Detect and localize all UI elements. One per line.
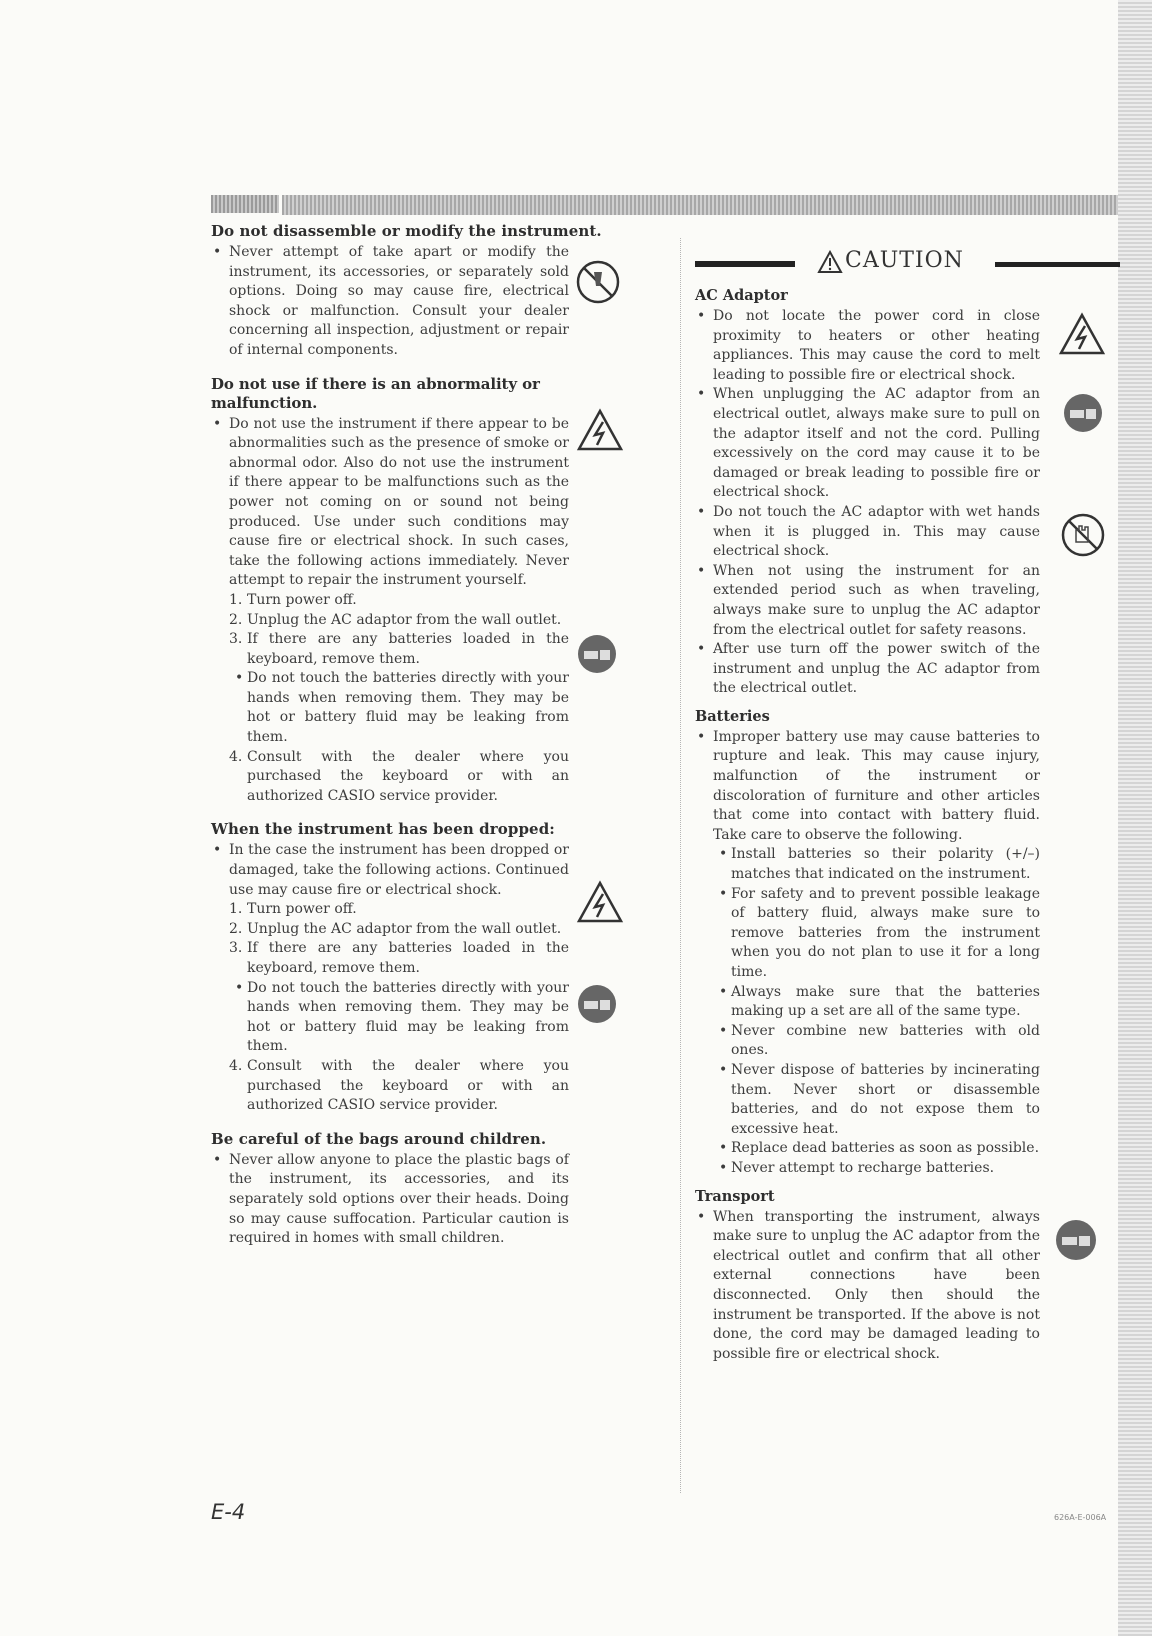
page-number: E-4: [211, 1500, 246, 1524]
electric-shock-warning-icon: [576, 880, 624, 924]
sub-bullet: • Never combine new batteries with old ones.: [719, 1022, 1040, 1059]
section-title-disassemble: Do not disassemble or modify the instrument.: [211, 222, 602, 240]
sub-bullet: • Replace dead batteries as soon as possible.: [719, 1140, 1040, 1157]
warning-triangle-icon: [817, 250, 843, 274]
sub-bullet: • Do not touch the batteries directly with your hands when removing them. They may be hot or battery fluid may be leaking from them.: [235, 670, 569, 746]
sub-bullet: • For safety and to prevent possible leakage of battery fluid, always make sure to remove batteries from the instrument when you do not plan to use it for a long time.: [719, 885, 1040, 980]
section-title-transport: Transport: [695, 1187, 775, 1205]
paragraph: • In the case the instrument has been dropped or damaged, take the following actions. Continued use may cause fire or electrical shock.: [213, 842, 569, 898]
sub-bullet: • Do not touch the batteries directly with your hands when removing them. They may be hot or battery fluid may be leaking from them.: [235, 979, 569, 1055]
unplug-icon: [576, 983, 618, 1025]
list-item: • Do not locate the power cord in close proximity to heaters or other heating appliances. This may cause the cord to melt leading to possible fire or electrical shock.: [697, 308, 1040, 383]
electric-shock-warning-icon: [576, 408, 624, 452]
section-title-bags: Be careful of the bags around children.: [211, 1129, 547, 1148]
right-column: [695, 286, 1040, 1364]
step-item: 4. Consult with the dealer where you purchased the keyboard or with an authorized CASIO service provider.: [229, 748, 569, 804]
section-title-batteries: Batteries: [695, 707, 770, 725]
step-item: 3. If there are any batteries loaded in the keyboard, remove them.: [229, 940, 569, 976]
caution-bar-right: [995, 262, 1120, 267]
step-item: 2. Unplug the AC adaptor from the wall outlet.: [229, 611, 562, 628]
electric-shock-warning-icon: [1058, 312, 1106, 356]
step-item: 4. Consult with the dealer where you purchased the keyboard or with an authorized CASIO service provider.: [229, 1057, 569, 1114]
caution-label: CAUTION: [845, 248, 964, 273]
sub-bullet: • Never dispose of batteries by incinerating them. Never short or disassemble batteries, and do not expose them to excessive heat.: [719, 1061, 1040, 1137]
column-divider: [680, 238, 681, 1493]
step-item: 1. Turn power off.: [229, 591, 357, 608]
sub-bullet: • Always make sure that the batteries making up a set are all of the same type.: [719, 983, 1040, 1020]
list-item: • Do not touch the AC adaptor with wet hands when it is plugged in. This may cause electrical shock.: [697, 503, 1040, 560]
step-item: 1. Turn power off.: [229, 901, 357, 918]
section-title-abnormality: Do not use if there is an abnormality or malfunction.: [211, 374, 540, 412]
paragraph: • When transporting the instrument, always make sure to unplug the AC adaptor from the electrical outlet and confirm that all other external connections have been disconnected. Only then should the instrument be transported. If the above is not done, the cord may be damaged leading to possible fire or electrical shock.: [697, 1208, 1040, 1362]
section-title-ac-adaptor: AC Adaptor: [695, 287, 788, 304]
paragraph: • Never allow anyone to place the plastic bags of the instrument, its accessories, and its separately sold options over their heads. Doing so may cause suffocation. Particular caution is required in homes with small children.: [213, 1151, 569, 1247]
sub-bullet: • Never attempt to recharge batteries.: [719, 1159, 995, 1176]
sub-bullet: • Install batteries so their polarity (+/–) matches that indicated on the instrument.: [719, 846, 1040, 883]
header-bar-left: [211, 195, 279, 213]
unplug-icon: [1062, 392, 1104, 434]
section-title-dropped: When the instrument has been dropped:: [211, 820, 555, 839]
header-bar: [282, 195, 1152, 215]
document-code: 626A-E-006A: [1054, 1513, 1107, 1522]
list-item: • After use turn off the power switch of the instrument and unplug the AC adaptor from the electrical outlet.: [697, 641, 1040, 697]
paragraph: • Improper battery use may cause batteries to rupture and leak. This may cause injury, malfunction of the instrument or discoloration of furniture and other articles that come into contact with battery fluid. Take care to observe the following.: [697, 728, 1040, 843]
list-item: • When unplugging the AC adaptor from an electrical outlet, always make sure to pull on the adaptor itself and not the cord. Pulling excessively on the cord may cause it to be damaged or break leading to possible fire or electrical shock.: [697, 386, 1040, 501]
list-item: • When not using the instrument for an extended period such as when traveling, always make sure to unplug the AC adaptor from the electrical outlet for safety reasons.: [697, 562, 1040, 638]
step-item: 3. If there are any batteries loaded in the keyboard, remove them.: [229, 631, 569, 667]
caution-bar-left: [695, 261, 795, 267]
left-column: [211, 222, 631, 1249]
caution-header: [695, 248, 1120, 278]
page-edge-shadow: [1118, 0, 1152, 1636]
unplug-icon: [576, 633, 618, 675]
unplug-icon: [1054, 1218, 1098, 1262]
no-disassemble-icon: [574, 258, 622, 306]
no-wet-hands-icon: [1060, 512, 1106, 558]
step-item: 2. Unplug the AC adaptor from the wall outlet.: [229, 920, 562, 937]
paragraph: • Do not use the instrument if there appear to be abnormalities such as the presence of smoke or abnormal odor. Also do not use the instrument if there appear to be malfunctions such as the power not coming on or sound not being produced. Use under such conditions may cause fire or electrical shock. In such cases, take the following actions immediately. Never attempt to repair the instrument yourself.: [213, 415, 569, 589]
paragraph: • Never attempt of take apart or modify the instrument, its accessories, or separately sold options. Doing so may cause fire, electrical shock or malfunction. Consult your dealer concerning all inspection, adjustment or repair of internal components.: [213, 244, 569, 358]
